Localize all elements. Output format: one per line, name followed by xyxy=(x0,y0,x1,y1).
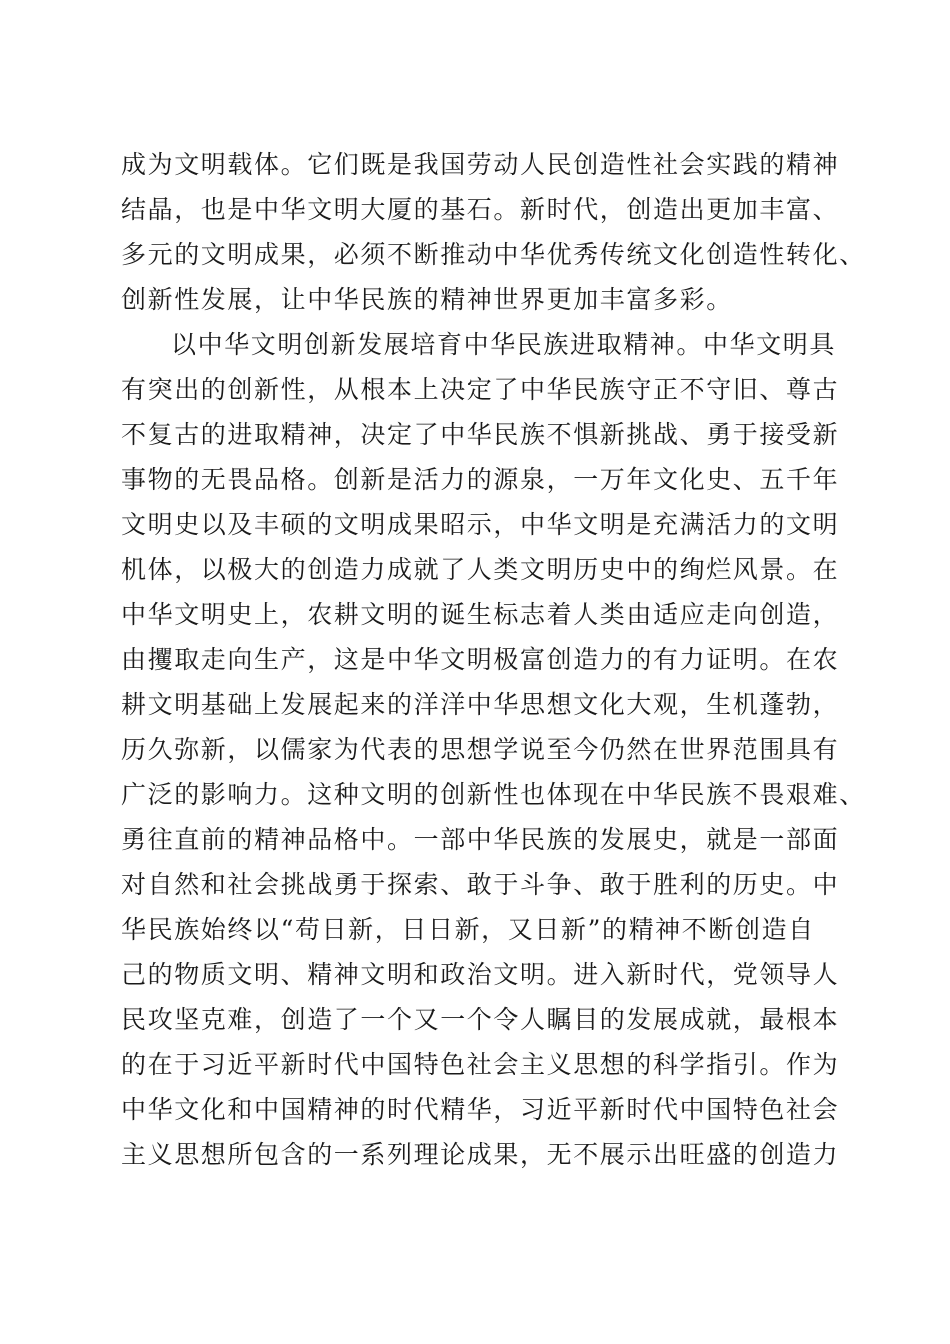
text-line: 以中华文明创新发展培育中华民族进取精神。中华文明具 xyxy=(171,330,837,359)
text-line: 多元的文明成果，必须不断推动中华优秀传统文化创造性转化、 xyxy=(121,240,866,269)
text-line: 文明史以及丰硕的文明成果昭示，中华文明是充满活力的文明 xyxy=(121,510,840,539)
paragraph-2 xyxy=(121,322,866,1177)
text-line: 机体，以极大的创造力成就了人类文明历史中的绚烂风景。在 xyxy=(121,555,840,584)
text-line: 成为文明载体。它们既是我国劳动人民创造性社会实践的精神 xyxy=(121,150,840,179)
text-line: 历久弥新，以儒家为代表的思想学说至今仍然在世界范围具有 xyxy=(121,735,840,764)
text-line: 创新性发展，让中华民族的精神世界更加丰富多彩。 xyxy=(121,285,733,314)
text-line: 勇往直前的精神品格中。一部中华民族的发展史，就是一部面 xyxy=(121,825,840,854)
text-line: 的在于习近平新时代中国特色社会主义思想的科学指引。作为 xyxy=(121,1050,840,1079)
text-line: 对自然和社会挑战勇于探索、敢于斗争、敢于胜利的历史。中 xyxy=(121,870,840,899)
text-line: 由攫取走向生产，这是中华文明极富创造力的有力证明。在农 xyxy=(121,645,840,674)
text-line: 华民族始终以“苟日新，日日新，又日新”的精神不断创造自 xyxy=(121,915,815,944)
text-line: 有突出的创新性，从根本上决定了中华民族守正不守旧、尊古 xyxy=(121,375,840,404)
text-line: 己的物质文明、精神文明和政治文明。进入新时代，党领导人 xyxy=(121,960,840,989)
paragraph-1 xyxy=(121,142,866,322)
text-line: 主义思想所包含的一系列理论成果，无不展示出旺盛的创造力 xyxy=(121,1140,840,1169)
text-line: 结晶，也是中华文明大厦的基石。新时代，创造出更加丰富、 xyxy=(121,195,840,224)
text-line: 中华文明史上，农耕文明的诞生标志着人类由适应走向创造， xyxy=(121,600,840,629)
text-line: 中华文化和中国精神的时代精华，习近平新时代中国特色社会 xyxy=(121,1095,840,1124)
text-line: 民攻坚克难，创造了一个又一个令人瞩目的发展成就，最根本 xyxy=(121,1005,840,1034)
text-line: 耕文明基础上发展起来的洋洋中华思想文化大观，生机蓬勃， xyxy=(121,690,840,719)
text-line: 不复古的进取精神，决定了中华民族不惧新挑战、勇于接受新 xyxy=(121,420,840,449)
text-line: 广泛的影响力。这种文明的创新性也体现在中华民族不畏艰难、 xyxy=(121,780,866,809)
text-line: 事物的无畏品格。创新是活力的源泉，一万年文化史、五千年 xyxy=(121,465,840,494)
document-body xyxy=(121,142,866,1177)
